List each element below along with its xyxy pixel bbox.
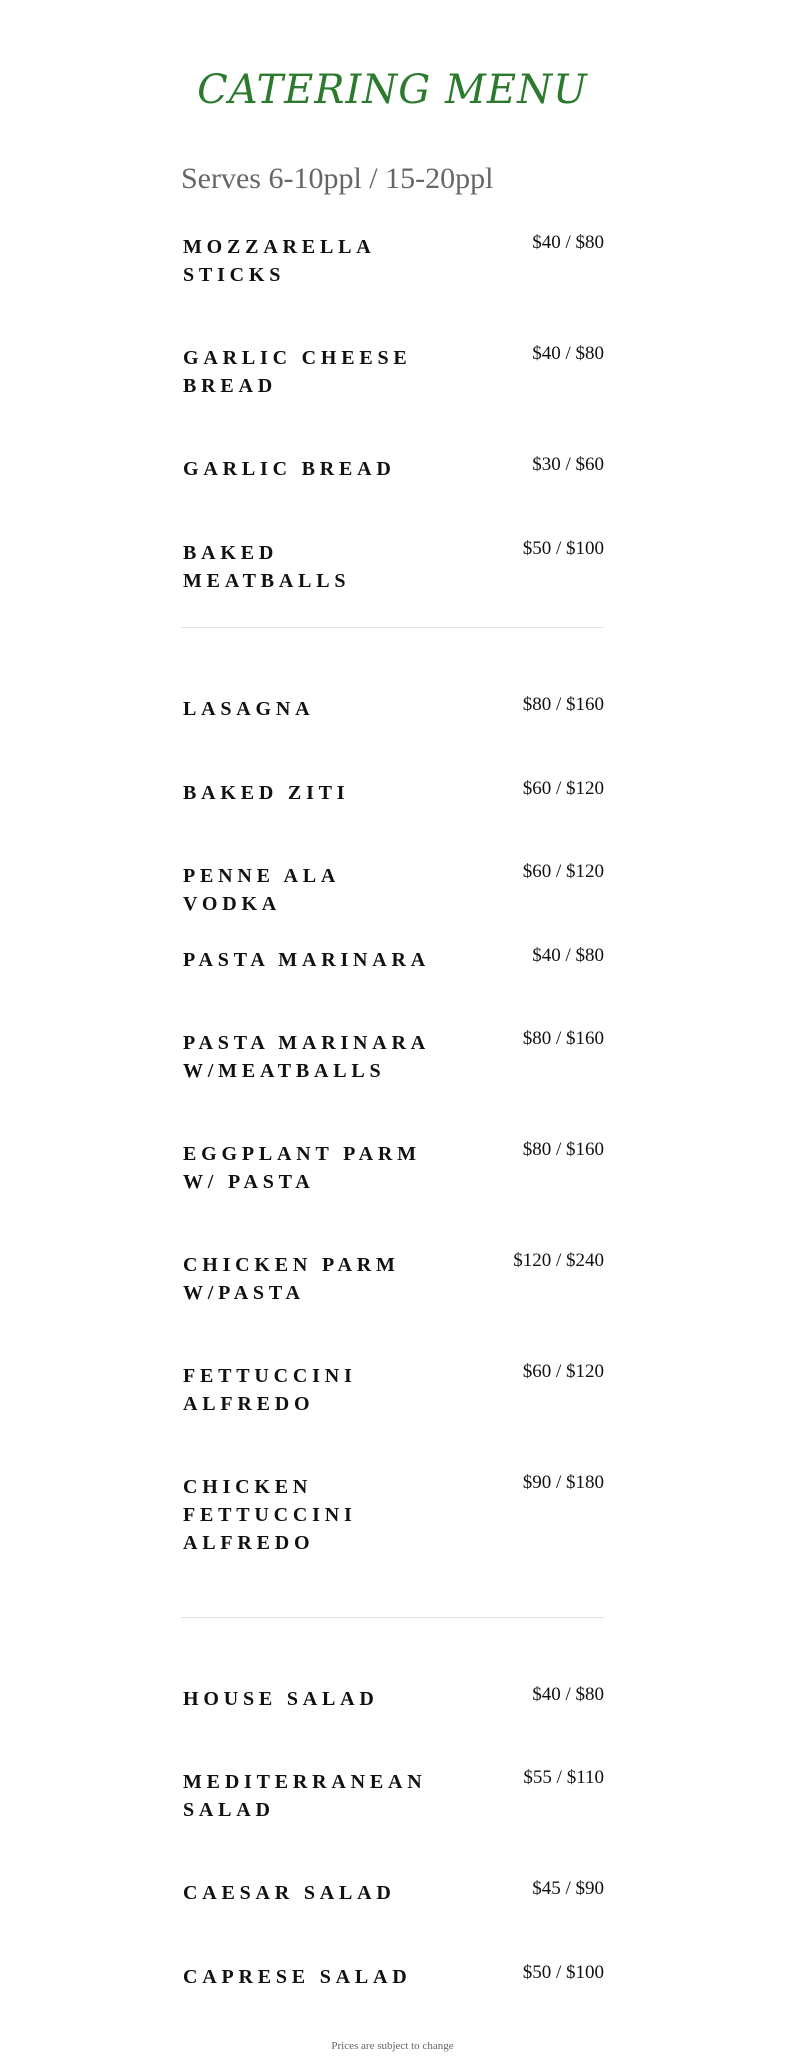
menu-item-price: $80 / $160 [522,1139,604,1160]
menu-item-name: CHICKEN FETTUCCINI ALFREDO [183,1476,357,1554]
menu-item-name: FETTUCCINI ALFREDO [183,1365,357,1415]
menu-item-price: $55 / $110 [523,1767,604,1788]
menu-item-name: GARLIC CHEESE BREAD [183,347,412,397]
section-divider [181,627,604,628]
menu-item-price: $40 / $80 [532,232,604,253]
menu-title: CATERING MENU [197,67,588,113]
menu-item-name: EGGPLANT PARM W/ PASTA [183,1143,421,1193]
menu-subtitle: Serves 6-10ppl / 15-20ppl [181,162,494,195]
menu-item-price: $40 / $80 [532,945,604,966]
menu-item-name: BAKED MEATBALLS [183,542,351,592]
menu-item-name: PASTA MARINARA [183,949,431,971]
menu-item-name: LASAGNA [183,698,315,720]
section-divider [181,1617,604,1618]
menu-item-name: CHICKEN PARM W/PASTA [183,1254,400,1304]
menu-item-name: PASTA MARINARA W/MEATBALLS [183,1032,429,1082]
menu-item-name: MEDITERRANEAN SALAD [183,1771,427,1821]
menu-item-price: $80 / $160 [522,694,604,715]
menu-item-price: $60 / $120 [522,778,604,799]
menu-item-price: $40 / $80 [532,343,604,364]
menu-item-price: $60 / $120 [522,1361,604,1382]
menu-item-price: $30 / $60 [532,454,604,475]
menu-item-price: $50 / $100 [522,538,604,559]
menu-item-name: HOUSE SALAD [183,1688,379,1710]
menu-item-price: $45 / $90 [532,1878,604,1899]
menu-item-price: $90 / $180 [522,1472,604,1493]
menu-item-name: CAPRESE SALAD [183,1966,412,1988]
menu-item-name: BAKED ZITI [183,782,350,804]
price-disclaimer: Prices are subject to change [331,2040,454,2052]
menu-item-name: CAESAR SALAD [183,1882,396,1904]
menu-item-price: $120 / $240 [513,1250,604,1271]
menu-item-price: $50 / $100 [522,1962,604,1983]
menu-item-name: GARLIC BREAD [183,458,396,480]
menu-item-price: $80 / $160 [522,1028,604,1049]
menu-item-price: $60 / $120 [522,861,604,882]
menu-item-name: PENNE ALA VODKA [183,865,340,915]
menu-item-name: MOZZARELLA STICKS [183,236,375,286]
menu-item-price: $40 / $80 [532,1684,604,1705]
